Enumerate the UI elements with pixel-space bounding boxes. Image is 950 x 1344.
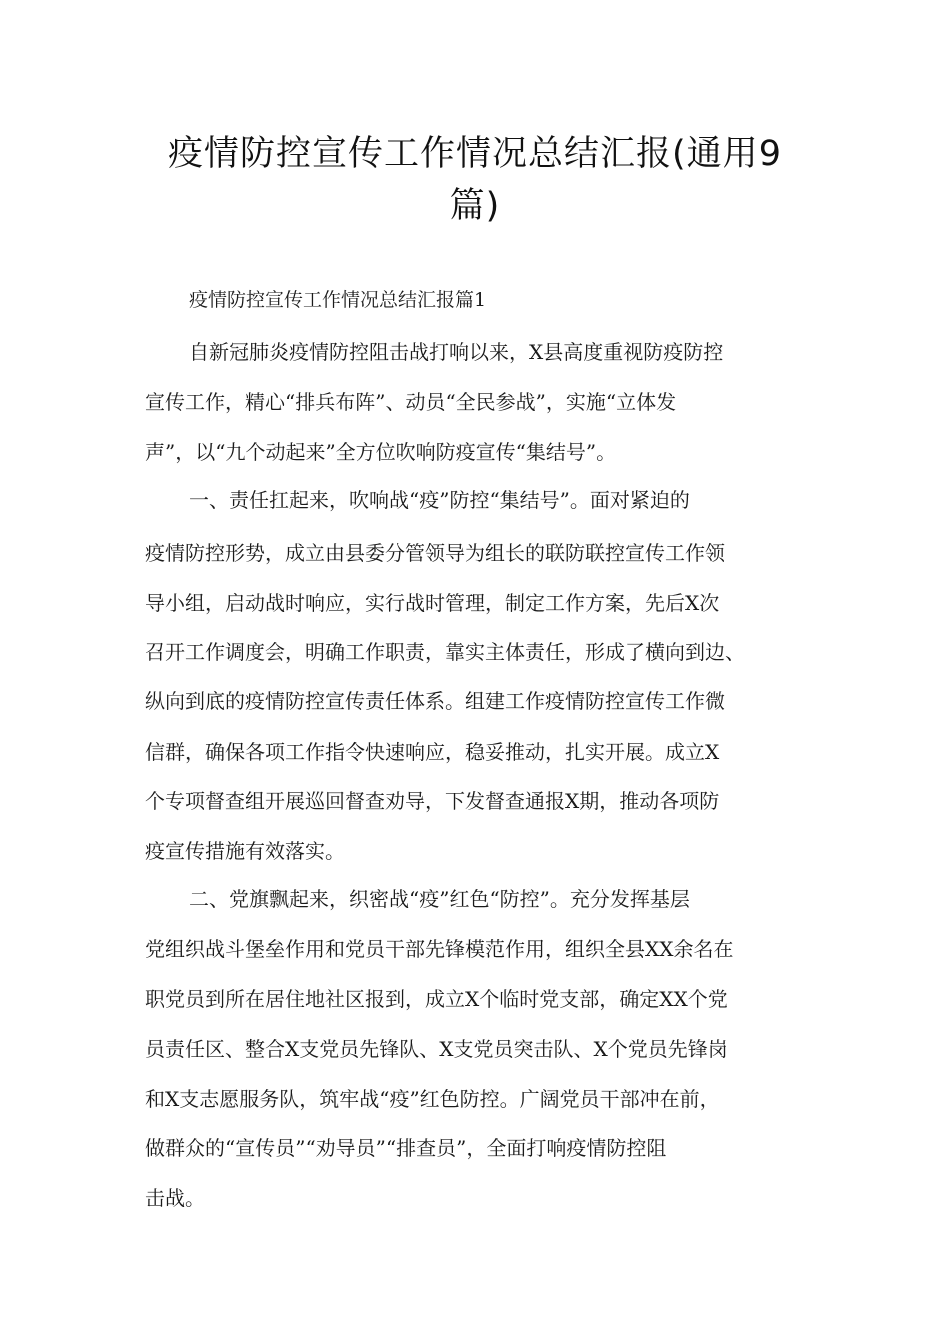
- paragraph-line: 自新冠肺炎疫情防控阻击战打响以来，X县高度重视防疫防控: [189, 340, 724, 364]
- title-line-1: 疫情防控宣传工作情况总结汇报(通用9: [168, 134, 782, 174]
- paragraph-line: 疫情防控形势，成立由县委分管领导为组长的联防联控宣传工作领: [145, 541, 725, 565]
- paragraph-line: 导小组，启动战时响应，实行战时管理，制定工作方案，先后X次: [145, 591, 720, 615]
- paragraph-line: 员责任区、整合X支党员先锋队、X支党员突击队、X个党员先锋岗: [145, 1037, 728, 1061]
- section-heading: 疫情防控宣传工作情况总结汇报篇1: [189, 289, 487, 311]
- paragraph-line: 宣传工作，精心“排兵布阵”、动员“全民参战”，实施“立体发: [145, 390, 677, 414]
- paragraph-line: 和X支志愿服务队，筑牢战“疫”红色防控。广阔党员干部冲在前，: [145, 1087, 720, 1111]
- paragraph-line: 做群众的“宣传员”“劝导员”“排查员”，全面打响疫情防控阻: [145, 1136, 667, 1160]
- paragraph-line: 党组织战斗堡垒作用和党员干部先锋模范作用，组织全县XX余名在: [145, 937, 734, 961]
- paragraph-line: 疫宣传措施有效落实。: [145, 839, 345, 863]
- paragraph-line: 职党员到所在居住地社区报到，成立X个临时党支部，确定XX个党: [145, 987, 728, 1011]
- paragraph-line: 击战。: [145, 1186, 205, 1210]
- paragraph-line: 二、党旗飘起来，织密战“疫”红色“防控”。充分发挥基层: [189, 887, 690, 911]
- paragraph-line: 一、责任扛起来，吹响战“疫”防控“集结号”。面对紧迫的: [189, 488, 690, 512]
- paragraph-line: 个专项督查组开展巡回督查劝导，下发督查通报X期，推动各项防: [145, 789, 720, 813]
- title-line-2: 篇): [449, 186, 501, 226]
- paragraph-line: 召开工作调度会，明确工作职责，靠实主体责任，形成了横向到边、: [145, 640, 745, 664]
- document-title: [100, 128, 850, 232]
- paragraph-line: 信群，确保各项工作指令快速响应，稳妥推动，扎实开展。成立X: [145, 740, 720, 764]
- paragraph-line: 纵向到底的疫情防控宣传责任体系。组建工作疫情防控宣传工作微: [145, 689, 725, 713]
- paragraph-line: 声”，以“九个动起来”全方位吹响防疫宣传“集结号”。: [145, 440, 617, 464]
